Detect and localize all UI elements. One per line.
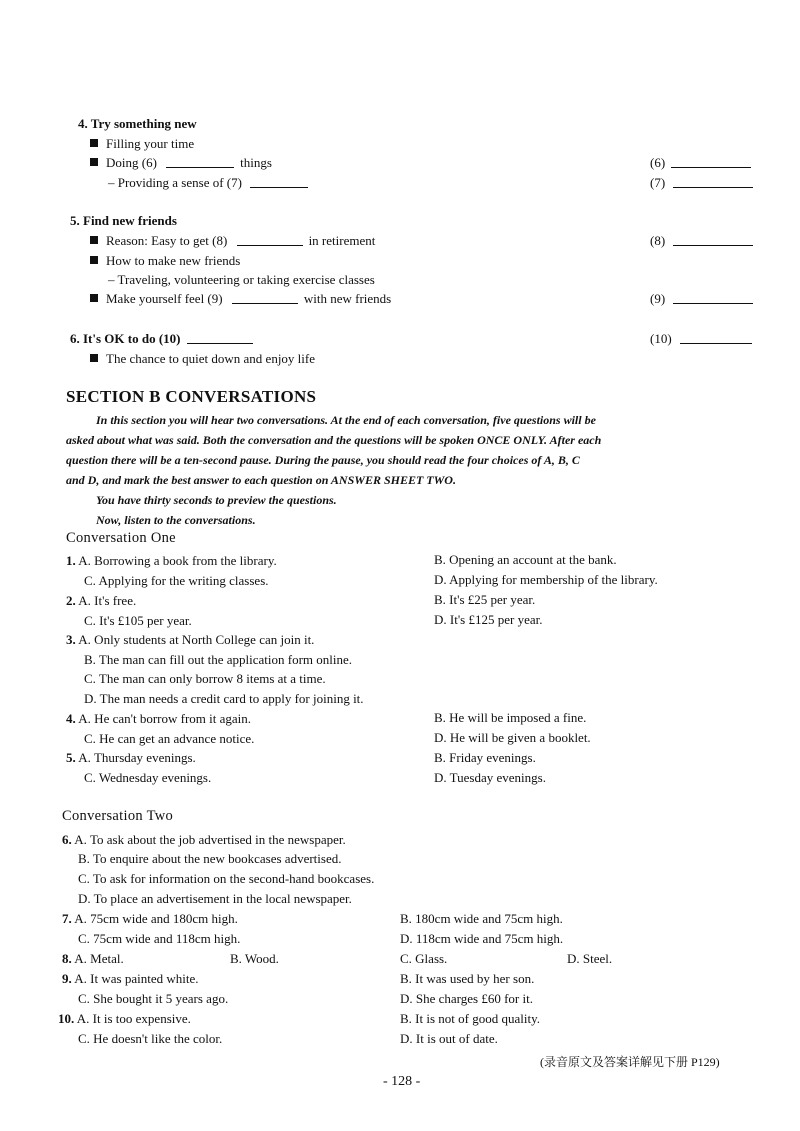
- choice-a[interactable]: A. Borrowing a book from the library.: [78, 553, 277, 568]
- choice-d[interactable]: D. To place an advertisement in the local newspaper.: [78, 891, 352, 906]
- answer-slot-9: [650, 291, 753, 307]
- question-number: 8.: [62, 951, 72, 966]
- outline-heading-text: 6. It's OK to do (10): [70, 331, 181, 346]
- square-bullet-icon: [90, 236, 98, 244]
- answer-slot-7: [650, 175, 753, 191]
- outline-text: in retirement: [308, 233, 376, 248]
- outline-bullet: [90, 253, 240, 269]
- answer-slot-10: [650, 331, 752, 347]
- answer-blank[interactable]: [671, 156, 751, 168]
- instruction-line: You have thirty seconds to preview the questions.: [96, 493, 337, 507]
- outline-text: Filling your time: [106, 136, 195, 151]
- choice-a[interactable]: A. 75cm wide and 180cm high.: [74, 911, 238, 926]
- square-bullet-icon: [90, 139, 98, 147]
- outline-heading-6: [70, 331, 253, 347]
- outline-text: The chance to quiet down and enjoy life: [106, 351, 316, 366]
- outline-bullet: [90, 351, 315, 367]
- question-number: 2.: [66, 593, 76, 608]
- instruction-line: Now, listen to the conversations.: [96, 513, 256, 527]
- outline-heading-5: 5. Find new friends: [70, 213, 177, 228]
- choice-a[interactable]: A. Metal.: [74, 951, 124, 966]
- answer-blank[interactable]: [673, 234, 753, 246]
- answer-blank[interactable]: [250, 176, 308, 188]
- choice-b[interactable]: B. Wood.: [230, 951, 279, 966]
- choice-a[interactable]: A. It's free.: [78, 593, 137, 608]
- choice-c[interactable]: C. He can get an advance notice.: [84, 731, 255, 746]
- question-10: [58, 1011, 191, 1027]
- answer-blank[interactable]: [680, 332, 752, 344]
- choice-c[interactable]: C. 75cm wide and 118cm high.: [78, 931, 241, 946]
- choice-b[interactable]: B. It's £25 per year.: [434, 592, 536, 607]
- square-bullet-icon: [90, 256, 98, 264]
- outline-dash: – Traveling, volunteering or taking exercise classes: [108, 272, 375, 287]
- instruction-line: In this section you will hear two conversations. At the end of each conversation, five questions will be: [96, 413, 596, 427]
- question-number: 10.: [58, 1011, 75, 1026]
- choice-d[interactable]: D. It's £125 per year.: [434, 612, 543, 627]
- choice-d[interactable]: D. The man needs a credit card to apply for joining it.: [84, 691, 364, 706]
- square-bullet-icon: [90, 354, 98, 362]
- answer-slot-8: [650, 233, 753, 249]
- choice-b[interactable]: B. The man can fill out the application form online.: [84, 652, 352, 667]
- choice-c[interactable]: C. Wednesday evenings.: [84, 770, 212, 785]
- outline-text: with new friends: [303, 291, 392, 306]
- answer-blank[interactable]: [673, 292, 753, 304]
- outline-text: things: [240, 155, 272, 170]
- outline-bullet: [90, 136, 194, 152]
- answer-blank[interactable]: [166, 156, 234, 168]
- answer-label: (7): [650, 175, 666, 190]
- choice-b[interactable]: B. It is not of good quality.: [400, 1011, 540, 1026]
- question-8: [62, 951, 124, 967]
- instruction-line: asked about what was said. Both the conversation and the questions will be spoken ONCE ONLY. After each: [66, 433, 602, 447]
- choice-a[interactable]: A. Thursday evenings.: [78, 750, 196, 765]
- choice-d[interactable]: D. He will be given a booklet.: [434, 730, 591, 745]
- choice-c[interactable]: C. She bought it 5 years ago.: [78, 991, 229, 1006]
- question-number: 7.: [62, 911, 72, 926]
- square-bullet-icon: [90, 294, 98, 302]
- choice-a[interactable]: A. Only students at North College can join it.: [78, 632, 315, 647]
- answer-blank[interactable]: [237, 234, 303, 246]
- choice-b[interactable]: B. Opening an account at the bank.: [434, 552, 617, 567]
- choice-d[interactable]: D. She charges £60 for it.: [400, 991, 533, 1006]
- choice-b[interactable]: B. To enquire about the new bookcases advertised.: [78, 851, 342, 866]
- choice-d[interactable]: D. Steel.: [567, 951, 613, 966]
- question-6: [62, 832, 346, 848]
- answer-label: (9): [650, 291, 666, 306]
- question-2: [66, 593, 136, 609]
- question-number: 5.: [66, 750, 76, 765]
- choice-b[interactable]: B. It was used by her son.: [400, 971, 535, 986]
- instruction-line: and D, and mark the best answer to each question on ANSWER SHEET TWO.: [66, 473, 456, 487]
- answer-reference-note: (录音原文及答案详解见下册 P129): [540, 1055, 720, 1069]
- question-number: 9.: [62, 971, 72, 986]
- outline-bullet: [90, 291, 391, 307]
- outline-text: Make yourself feel (9): [106, 291, 223, 306]
- conversation-two-title: Conversation Two: [62, 808, 174, 824]
- conversation-one-title: Conversation One: [66, 530, 176, 546]
- answer-blank[interactable]: [673, 176, 753, 188]
- choice-a[interactable]: A. It was painted white.: [74, 971, 199, 986]
- choice-a[interactable]: A. To ask about the job advertised in the newspaper.: [74, 832, 346, 847]
- question-7: [62, 911, 238, 927]
- outline-dash: [108, 175, 308, 191]
- choice-c[interactable]: C. He doesn't like the color.: [78, 1031, 223, 1046]
- answer-slot-6: [650, 155, 751, 171]
- outline-bullet: [90, 155, 272, 171]
- answer-label: (10): [650, 331, 672, 346]
- question-5: [66, 750, 196, 766]
- question-9: [62, 971, 199, 987]
- question-number: 4.: [66, 711, 76, 726]
- answer-label: (6): [650, 155, 666, 170]
- instruction-line: question there will be a ten-second pause. During the pause, you should read the four choices of A, B, C: [66, 453, 580, 467]
- question-4: [66, 711, 251, 727]
- choice-d[interactable]: D. 118cm wide and 75cm high.: [400, 931, 564, 946]
- outline-text: How to make new friends: [106, 253, 241, 268]
- question-1: [66, 553, 277, 569]
- answer-label: (8): [650, 233, 666, 248]
- answer-blank[interactable]: [187, 332, 253, 344]
- outline-text: – Providing a sense of (7): [108, 175, 242, 190]
- answer-blank[interactable]: [232, 292, 298, 304]
- choice-b[interactable]: B. He will be imposed a fine.: [434, 710, 587, 725]
- outline-bullet: [90, 233, 375, 249]
- outline-text: Reason: Easy to get (8): [106, 233, 228, 248]
- choice-c[interactable]: C. Glass.: [400, 951, 448, 966]
- choice-d[interactable]: D. Tuesday evenings.: [434, 770, 546, 785]
- choice-a[interactable]: A. He can't borrow from it again.: [78, 711, 252, 726]
- question-3: [66, 632, 314, 648]
- square-bullet-icon: [90, 158, 98, 166]
- choice-c[interactable]: C. Applying for the writing classes.: [84, 573, 269, 588]
- question-number: 3.: [66, 632, 76, 647]
- choice-b[interactable]: B. 180cm wide and 75cm high.: [400, 911, 563, 926]
- choice-c[interactable]: C. To ask for information on the second-hand bookcases.: [78, 871, 375, 886]
- question-number: 1.: [66, 553, 76, 568]
- choice-c[interactable]: C. It's £105 per year.: [84, 613, 192, 628]
- choice-a[interactable]: A. It is too expensive.: [76, 1011, 191, 1026]
- choice-c[interactable]: C. The man can only borrow 8 items at a time.: [84, 671, 326, 686]
- choice-d[interactable]: D. It is out of date.: [400, 1031, 498, 1046]
- outline-heading-4: 4. Try something new: [78, 116, 197, 131]
- section-b-title: SECTION B CONVERSATIONS: [66, 387, 317, 406]
- page-number: - 128 -: [383, 1074, 421, 1089]
- choice-d[interactable]: D. Applying for membership of the library.: [434, 572, 658, 587]
- choice-b[interactable]: B. Friday evenings.: [434, 750, 536, 765]
- question-number: 6.: [62, 832, 72, 847]
- outline-text: Doing (6): [106, 155, 157, 170]
